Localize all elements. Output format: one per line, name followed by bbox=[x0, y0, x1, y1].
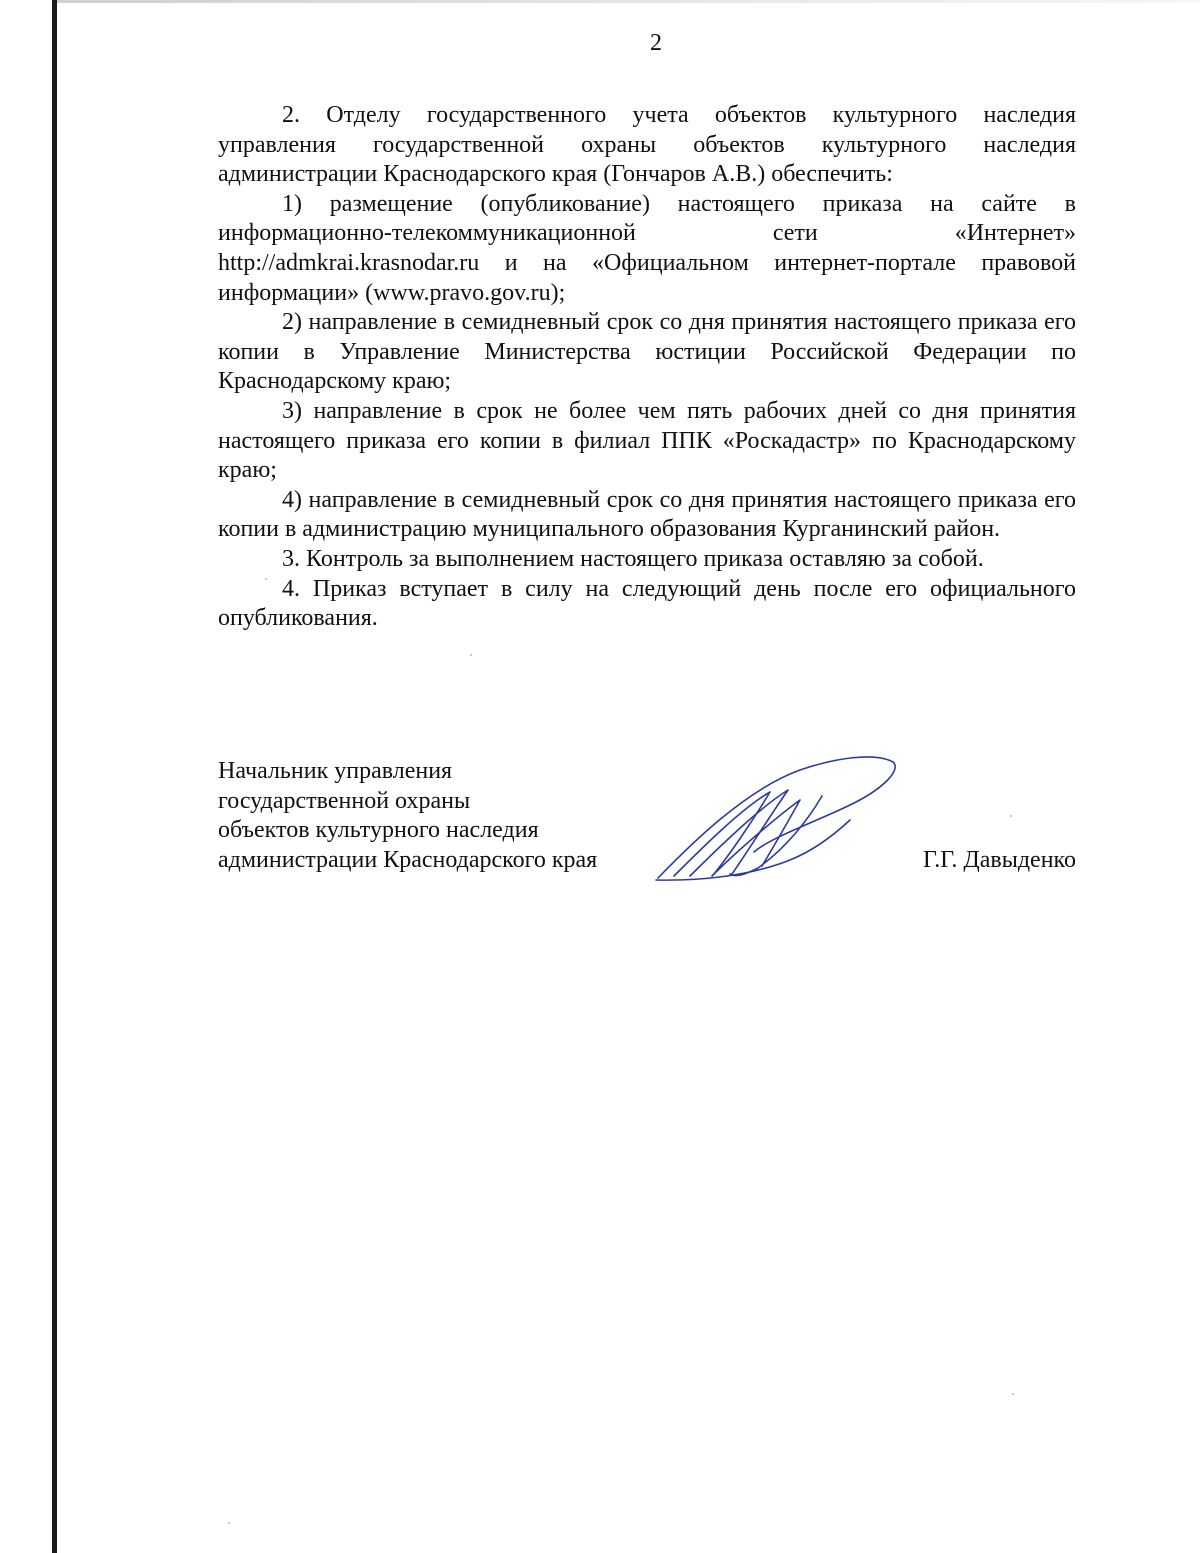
paragraph-7: 4. Приказ вступает в силу на следующий день после его официального опубликования. bbox=[218, 575, 1076, 632]
signer-position-line-3: объектов культурного наследия bbox=[218, 817, 539, 844]
paragraph-1: 2. Отделу государственного учета объектов культурного наследия управления государственной охраны объектов культурного наследия администрации Краснодарского края (Гончаров А.В.) обеспечить: bbox=[218, 102, 1076, 188]
paragraph-4: 3) направление в срок не более чем пять рабочих дней со дня принятия настоящего приказа его копии в филиал ППК «Роскадастр» по Краснодарскому краю; bbox=[218, 397, 1076, 484]
document-body bbox=[218, 101, 1076, 634]
scan-left-edge bbox=[52, 0, 57, 1553]
scan-speck bbox=[1012, 1393, 1014, 1395]
paragraph-6: 3. Контроль за выполнением настоящего приказа оставляю за собой. bbox=[282, 545, 984, 572]
scan-speck bbox=[470, 654, 472, 656]
signer-name: Г.Г. Давыденко bbox=[923, 846, 1076, 873]
paragraph-5: 4) направление в семидневный срок со дня принятия настоящего приказа его копии в администрацию муниципального образования Курганинский район. bbox=[218, 486, 1076, 543]
scan-speck bbox=[228, 1522, 230, 1524]
paragraph-2: 1) размещение (опубликование) настоящего приказа на сайте в информационно-телекоммуникационной сети «Интернет» http://admkrai.krasnodar.ru и на «Официальном интернет-портале правовой информации» (www.pravo.gov.ru); bbox=[218, 190, 1076, 306]
handwritten-signature bbox=[650, 750, 910, 890]
signature-block bbox=[218, 757, 1076, 875]
signature-stroke-2 bbox=[674, 792, 770, 876]
page-number: 2 bbox=[650, 30, 662, 56]
scan-top-edge bbox=[57, 0, 1200, 3]
scan-speck bbox=[265, 578, 267, 580]
scan-speck bbox=[1010, 815, 1012, 817]
signer-position-line-1: Начальник управления bbox=[218, 758, 453, 784]
signer-position-line-2: государственной охраны bbox=[218, 787, 471, 814]
signer-position-line-4: администрации Краснодарского края bbox=[218, 846, 598, 873]
paragraph-3: 2) направление в семидневный срок со дня принятия настоящего приказа его копии в Управление Министерства юстиции Российской Федерации по Краснодарскому краю; bbox=[218, 309, 1076, 395]
